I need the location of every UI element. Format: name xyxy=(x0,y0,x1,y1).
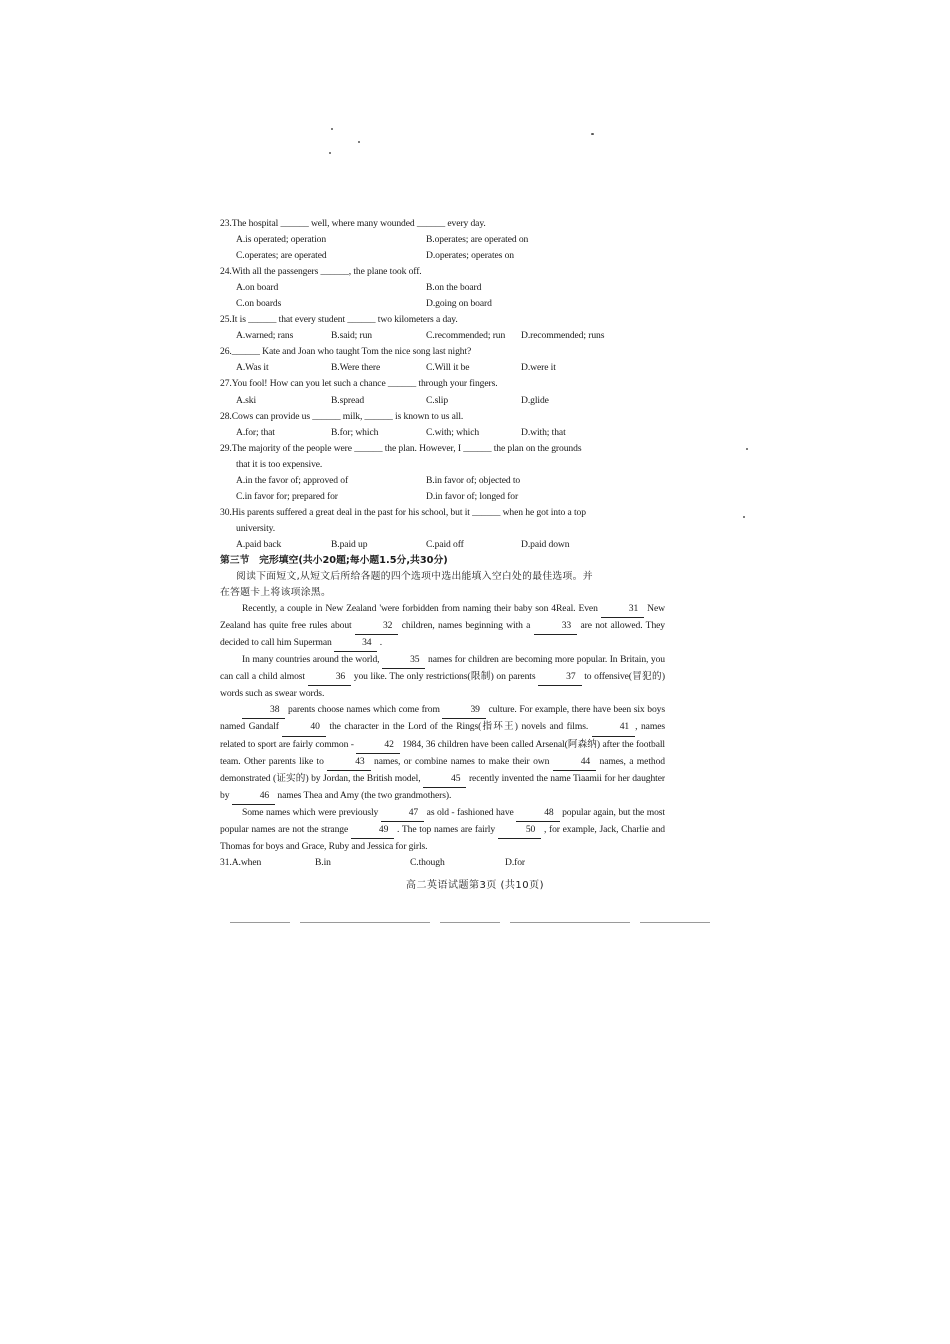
question-stem: 25.It is ______ that every student ______ two kilometers a day. xyxy=(220,314,458,326)
answer-option: B.said; run xyxy=(331,330,373,342)
answer-option: B.paid up xyxy=(331,538,368,550)
cloze-blank: 38 xyxy=(242,702,285,719)
answer-option: B.in xyxy=(315,856,331,868)
section-instruction: 在答题卡上将该项涂黑。 xyxy=(220,587,332,599)
cloze-blank: 32 xyxy=(355,618,398,635)
answer-option: B.in favor of; objected to xyxy=(426,474,521,486)
answer-option: D.in favor of; longed for xyxy=(426,490,519,502)
scan-speck xyxy=(743,516,745,518)
passage-text: 1984, 36 children have been called Arsenal(阿森纳) after the football team. Other parents like to xyxy=(220,738,665,767)
passage-text: Some names which were previously xyxy=(242,806,381,818)
answer-option: 31.A.when xyxy=(220,856,262,868)
question-stem: 27.You fool! How can you let such a chance ______ through your fingers. xyxy=(220,378,498,390)
cloze-blank: 47 xyxy=(381,805,424,822)
question-stem: 23.The hospital ______ well, where many wounded ______ every day. xyxy=(220,218,486,229)
passage-text: are not allowed. They decided to call him Superman xyxy=(220,620,665,649)
answer-option: A.ski xyxy=(236,394,257,406)
scan-line xyxy=(640,922,710,923)
scan-speck xyxy=(331,128,333,130)
options-row xyxy=(220,296,665,312)
passage-text: Recently, a couple in New Zealand 'were forbidden from naming their baby son 4Real. Even xyxy=(242,603,601,615)
page-footer: 高二英语试题第3页 (共10页) xyxy=(405,880,545,891)
options-row xyxy=(220,473,665,489)
cloze-blank: 43 xyxy=(327,754,370,771)
section-instruction: 阅读下面短文,从短文后所给各题的四个选项中选出能填入空白处的最佳选项。并 xyxy=(236,571,593,583)
question-stem: 29.The majority of the people were ______ the plan. However, I ______ the plan on the grounds xyxy=(220,442,582,454)
passage-paragraph xyxy=(220,702,665,804)
answer-option: C.though xyxy=(410,856,445,868)
scan-line xyxy=(300,922,430,923)
answer-option: D.for xyxy=(505,856,526,868)
passage-text: , names related to sport are fairly common - xyxy=(220,721,665,750)
passage-paragraph xyxy=(220,805,665,855)
passage-text: recently invented the name Tiaamii for her daughter by xyxy=(220,772,665,801)
passage-text: . xyxy=(377,637,383,649)
passage-text: names Thea and Amy (the two grandmothers). xyxy=(275,789,452,801)
cloze-blank: 40 xyxy=(282,719,325,736)
cloze-blank: 46 xyxy=(232,788,275,805)
answer-option: D.going on board xyxy=(426,298,492,310)
options-row xyxy=(220,425,665,441)
scan-speck xyxy=(329,152,331,154)
options-row xyxy=(220,360,665,376)
cloze-blank: 34 xyxy=(334,635,377,652)
cloze-blank: 49 xyxy=(351,822,394,839)
options-row xyxy=(220,280,665,296)
answer-option: C.slip xyxy=(426,394,449,406)
answer-option: D.recommended; runs xyxy=(521,330,605,342)
passage-text: New Zealand has quite free rules about xyxy=(220,603,665,632)
passage-text: . The top names are fairly xyxy=(394,823,498,835)
options-row xyxy=(220,328,665,344)
passage-text: parents choose names which come from xyxy=(285,704,443,716)
cloze-blank: 44 xyxy=(553,754,596,771)
answer-option: D.operates; operates on xyxy=(426,250,515,262)
exam-content xyxy=(220,216,665,871)
answer-option: C.on boards xyxy=(236,298,282,310)
answer-option: A.in the favor of; approved of xyxy=(236,474,349,486)
question-stem: 26.______ Kate and Joan who taught Tom the nice song last night? xyxy=(220,346,472,358)
cloze-blank: 48 xyxy=(516,805,559,822)
options-row xyxy=(220,393,665,409)
answer-option: C.Will it be xyxy=(426,362,470,374)
passage-paragraph xyxy=(220,652,665,702)
answer-option: D.were it xyxy=(521,362,556,374)
cloze-blank: 41 xyxy=(592,719,635,736)
cloze-blank: 36 xyxy=(308,669,351,686)
passage-text: names for children are becoming more popular. In Britain, you can call a child almost xyxy=(220,654,665,683)
answer-option: D.glide xyxy=(521,394,549,406)
answer-option: B.operates; are operated on xyxy=(426,234,529,246)
cloze-blank: 33 xyxy=(534,618,577,635)
passage-text: children, names beginning with a xyxy=(398,620,534,632)
question-stem-continued: university. xyxy=(236,522,276,534)
answer-option: D.paid down xyxy=(521,538,570,550)
options-row xyxy=(220,537,665,553)
answer-option: B.spread xyxy=(331,394,365,406)
question-31-options xyxy=(220,855,665,871)
cloze-blank: 42 xyxy=(356,737,399,754)
passage-text: to offensive(冒犯的) words such as swear words. xyxy=(220,671,665,700)
options-row xyxy=(220,232,665,248)
answer-option: A.is operated; operation xyxy=(236,234,327,246)
scan-speck xyxy=(358,141,360,143)
question-stem: 24.With all the passengers ______, the plane took off. xyxy=(220,266,422,278)
answer-option: C.paid off xyxy=(426,538,464,550)
answer-option: C.in favor for; prepared for xyxy=(236,490,338,502)
question-stem: 28.Cows can provide us ______ milk, ______ is known to us all. xyxy=(220,410,464,422)
cloze-blank: 35 xyxy=(382,652,425,669)
passage-text: , for example, Jack, Charlie and Thomas for boys and Grace, Ruby and Jessica for girls. xyxy=(220,823,666,852)
cloze-blank: 39 xyxy=(442,702,485,719)
options-row xyxy=(220,489,665,505)
scan-line xyxy=(440,922,500,923)
scan-speck xyxy=(591,133,594,135)
passage-text: the character in the Lord of the Rings(指环王) novels and films. xyxy=(325,721,592,733)
scan-line xyxy=(230,922,290,923)
answer-option: A.on board xyxy=(236,282,279,294)
passage-text: names, a method demonstrated (证实的) by Jordan, the British model, xyxy=(220,755,665,784)
cloze-blank: 31 xyxy=(601,601,644,618)
section-title: 第三节 完形填空(共小20题;每小题1.5分,共30分) xyxy=(220,554,448,566)
passage-text: names, or combine names to make their own xyxy=(370,755,553,767)
answer-option: A.for; that xyxy=(236,426,275,438)
cloze-blank: 50 xyxy=(498,822,541,839)
answer-option: A.warned; rans xyxy=(236,330,294,342)
answer-option: D.with; that xyxy=(521,426,566,438)
answer-option: B.for; which xyxy=(331,426,379,438)
options-row xyxy=(220,248,665,264)
cloze-blank: 37 xyxy=(538,669,581,686)
answer-option: B.on the board xyxy=(426,282,482,294)
passage-text: culture. For example, there have been six boys named Gandalf xyxy=(220,704,665,733)
passage-text: as old - fashioned have xyxy=(424,806,517,818)
passage-text: you like. The only restrictions(限制) on parents xyxy=(351,671,539,683)
question-stem: 30.His parents suffered a great deal in the past for his school, but it ______ when he got into a top xyxy=(220,506,586,518)
answer-option: C.recommended; run xyxy=(426,330,506,342)
passage-text: In many countries around the world, xyxy=(242,654,383,666)
scan-line xyxy=(510,922,630,923)
answer-option: A.Was it xyxy=(236,362,269,374)
answer-option: C.with; which xyxy=(426,426,480,438)
answer-option: C.operates; are operated xyxy=(236,250,327,262)
passage-text: popular again, but the most popular names are not the strange xyxy=(220,806,665,835)
answer-option: B.Were there xyxy=(331,362,381,374)
answer-option: A.paid back xyxy=(236,538,282,550)
scan-speck xyxy=(746,448,748,450)
cloze-blank: 45 xyxy=(423,771,466,788)
passage-paragraph xyxy=(220,601,665,652)
question-stem-continued: that it is too expensive. xyxy=(236,458,323,470)
